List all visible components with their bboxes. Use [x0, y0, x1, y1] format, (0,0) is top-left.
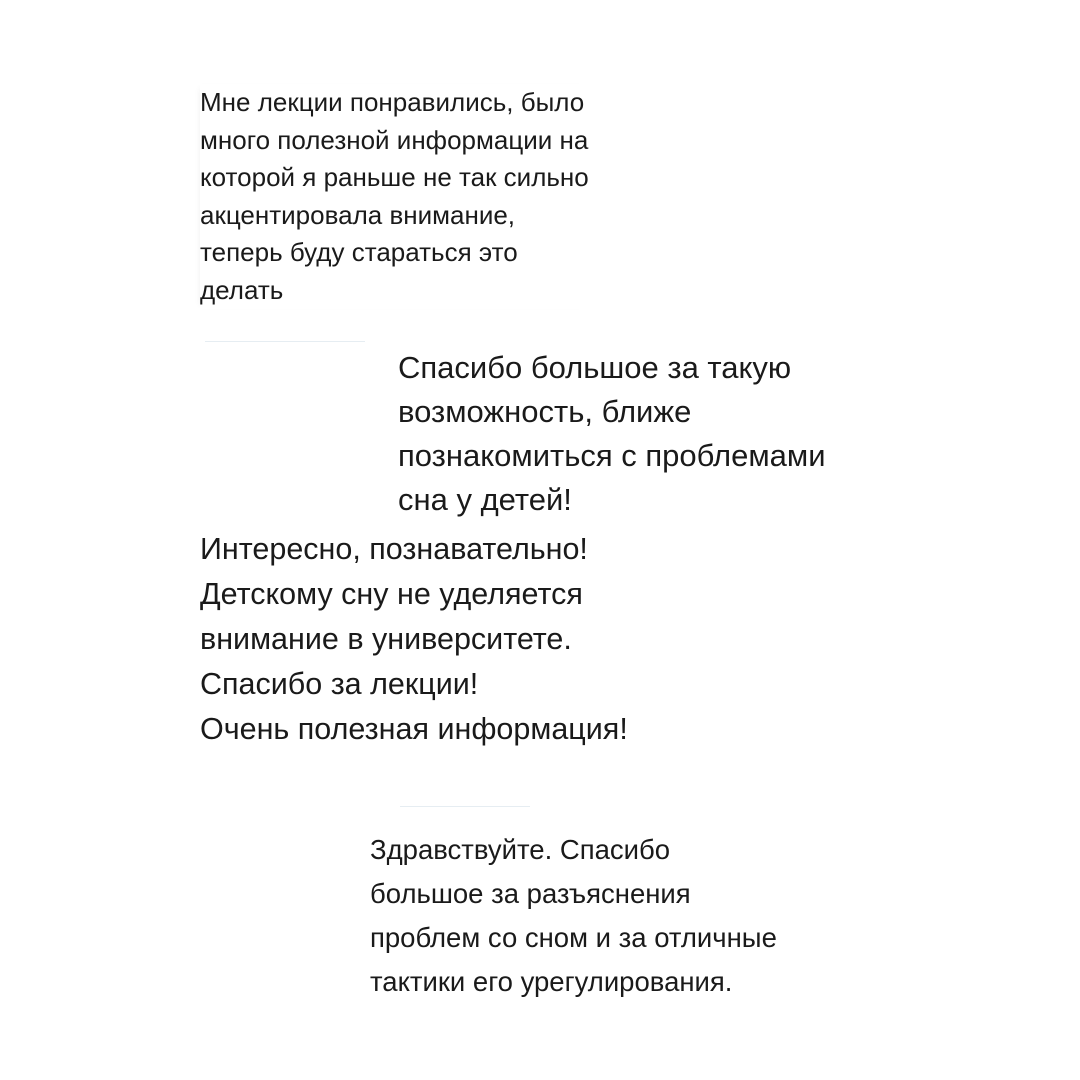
message-line: Интересно, познавательно! [200, 532, 588, 566]
message-line: внимание в университете. [200, 622, 572, 656]
message-line: большое за разъяснения [370, 878, 691, 909]
message-line: Мне лекции понравились, было [200, 87, 585, 117]
message-line: тактики его урегулирования. [370, 966, 733, 997]
message-line: много полезной информации на [200, 124, 589, 155]
message-line: Спасибо за лекции! [200, 667, 479, 701]
message-line: теперь буду стараться это [200, 237, 518, 267]
message-line: сна у детей! [398, 482, 572, 517]
review-message-3 [200, 527, 628, 752]
message-line: Здравствуйте. Спасибо [370, 834, 671, 865]
message-line: акцентировала внимание, [200, 199, 516, 230]
message-line: Спасибо большое за такую [398, 350, 792, 385]
crop-edge [400, 806, 530, 807]
message-line: возможность, ближе [398, 394, 692, 429]
message-line: которой я раньше не так сильно [200, 162, 589, 192]
message-line: Очень полезная информация! [200, 712, 628, 746]
review-message-1 [200, 84, 589, 309]
message-line: проблем со сном и за отличные [370, 922, 777, 953]
review-message-4 [370, 828, 777, 1004]
message-line: Детскому сну не уделяется [200, 577, 583, 611]
crop-edge [205, 341, 365, 342]
message-line: делать [200, 274, 284, 305]
message-line: познакомиться с проблемами [398, 438, 826, 473]
review-message-2 [398, 346, 826, 522]
